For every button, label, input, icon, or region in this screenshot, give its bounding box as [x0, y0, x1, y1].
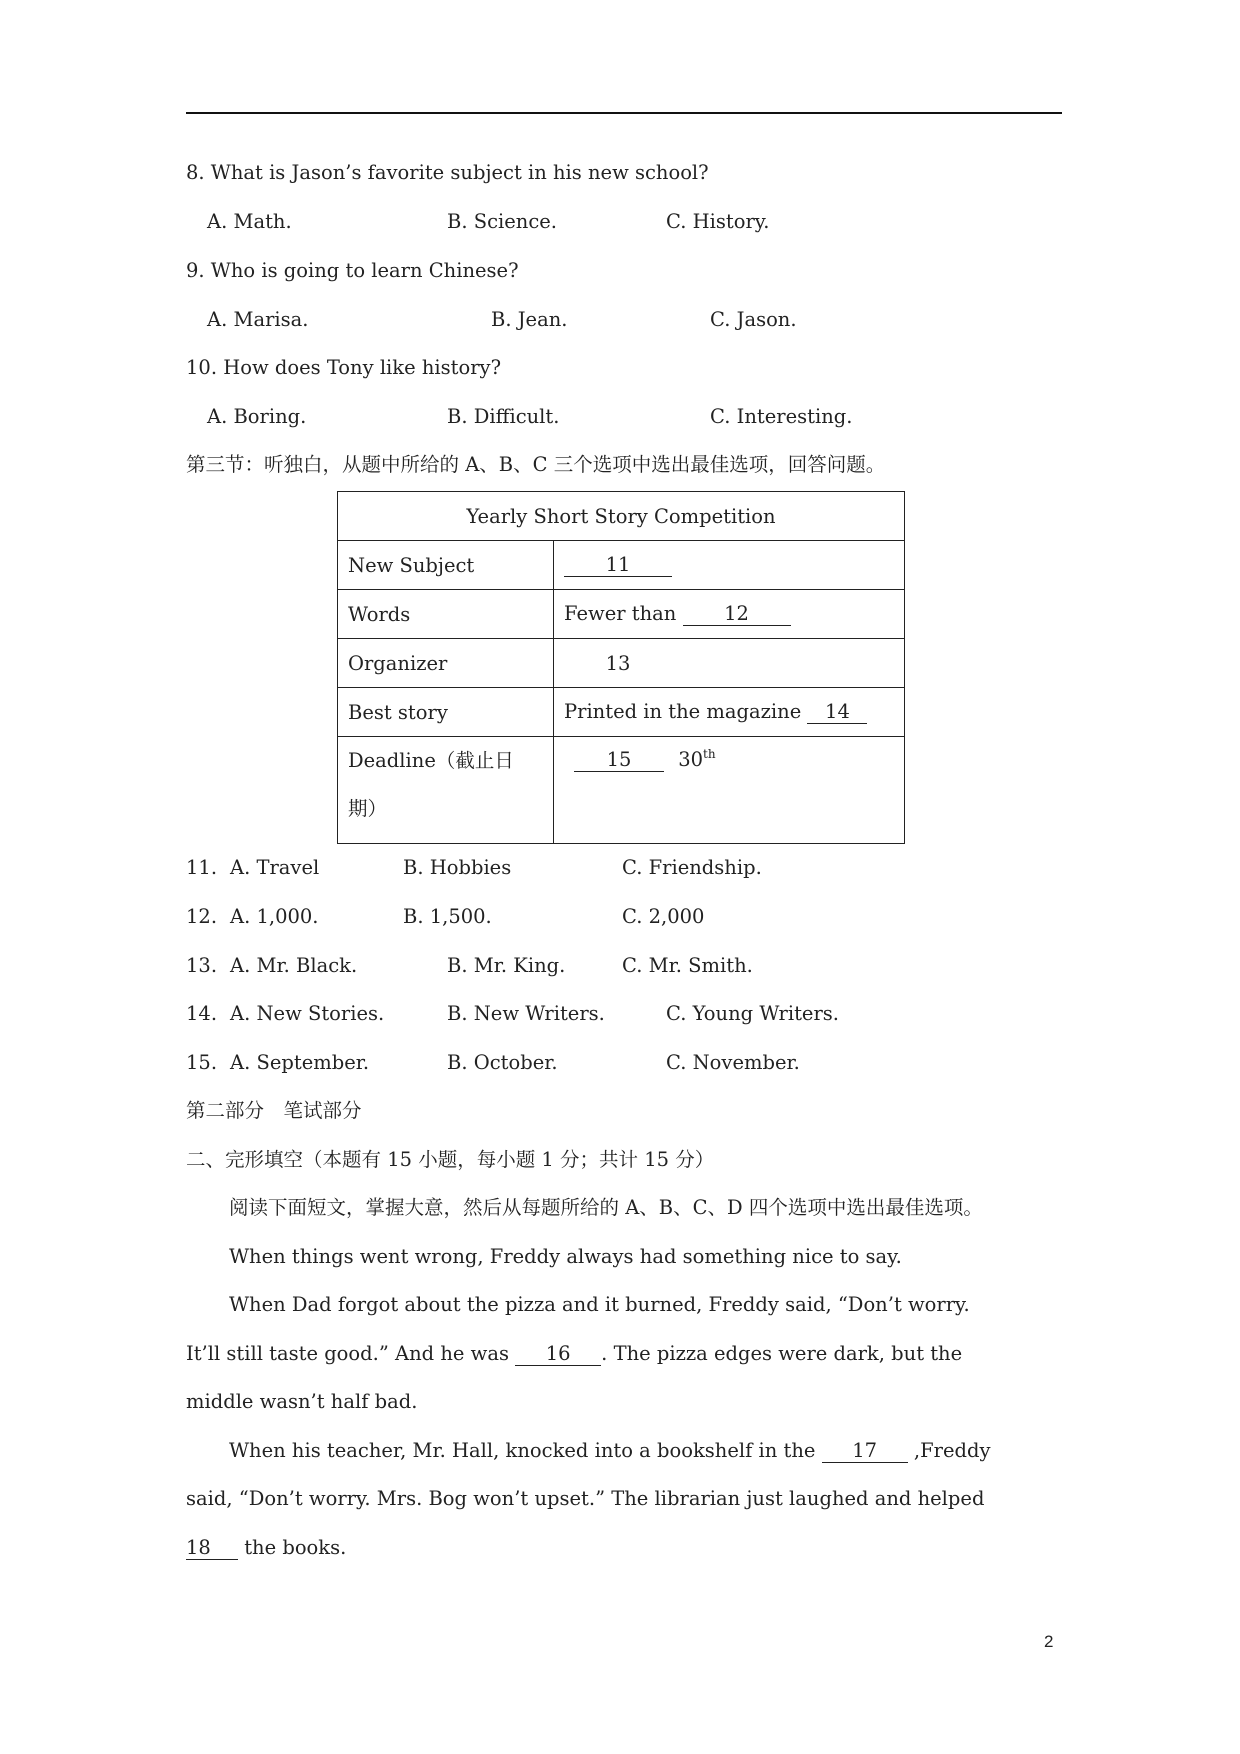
competition-table [337, 491, 905, 844]
q15-option-c: C. November. [666, 1051, 800, 1074]
words-prefix: Fewer than [564, 602, 677, 625]
q13-option-c: C. Mr. Smith. [622, 954, 753, 977]
section-3-heading: 第三节：听独白，从题中所给的 A、B、C 三个选项中选出最佳选项，回答问题。 [186, 453, 886, 476]
row-value-best-story [554, 688, 905, 737]
q11-number: 11. [186, 856, 218, 879]
table-row [338, 639, 905, 688]
table-row [338, 737, 905, 844]
question-9-option-c: C. Jason. [710, 308, 797, 331]
question-9-stem: 9. Who is going to learn Chinese? [186, 259, 519, 282]
organizer-number: 13 [605, 651, 631, 675]
row-label-deadline [338, 737, 554, 844]
blank-18: 18 [186, 1537, 238, 1560]
q12-option-b: B. 1,500. [403, 905, 492, 928]
passage-paragraph-2-line-1: When Dad forgot about the pizza and it burned, Freddy said, “Don’t worry. [229, 1293, 970, 1316]
passage-paragraph-2-line-3: middle wasn’t half bad. [186, 1390, 418, 1413]
table-row [338, 541, 905, 590]
question-8-option-a: A. Math. [207, 210, 292, 233]
row-value-new-subject [554, 541, 905, 590]
blank-12: 12 [683, 603, 791, 626]
blank-11: 11 [564, 554, 672, 577]
table-row [338, 688, 905, 737]
q11-option-a: A. Travel [230, 856, 320, 879]
deadline-day: 30 [678, 747, 704, 771]
q13-option-b: B. Mr. King. [447, 954, 566, 977]
passage-text: the books. [244, 1536, 347, 1559]
question-10-stem: 10. How does Tony like history? [186, 356, 502, 379]
q15-option-a: A. September. [230, 1051, 370, 1074]
row-label-best-story: Best story [338, 688, 554, 737]
passage-text: ,Freddy [913, 1439, 991, 1462]
blank-14: 14 [807, 701, 867, 724]
row-label-words: Words [338, 590, 554, 639]
passage-paragraph-1: When things went wrong, Freddy always had something nice to say. [229, 1245, 902, 1268]
question-8-option-b: B. Science. [447, 210, 558, 233]
question-9-option-a: A. Marisa. [207, 308, 309, 331]
question-10-option-c: C. Interesting. [710, 405, 853, 428]
table-row [338, 590, 905, 639]
q14-option-b: B. New Writers. [447, 1002, 605, 1025]
passage-text: It’ll still taste good.” And he was [186, 1342, 509, 1365]
table-title: Yearly Short Story Competition [338, 492, 905, 541]
row-value-deadline [554, 737, 905, 844]
q11-option-b: B. Hobbies [403, 856, 512, 879]
cloze-heading: 二、完形填空（本题有 15 小题，每小题 1 分；共计 15 分） [186, 1148, 715, 1171]
row-value-organizer [554, 639, 905, 688]
q12-option-c: C. 2,000 [622, 905, 705, 928]
blank-16: 16 [515, 1343, 601, 1366]
passage-paragraph-3-line-2: said, “Don’t worry. Mrs. Bog won’t upset.” The librarian just laughed and helped [186, 1487, 985, 1510]
q13-number: 13. [186, 954, 218, 977]
q11-option-c: C. Friendship. [622, 856, 762, 879]
page-number: 2 [1044, 1632, 1054, 1651]
question-8-option-c: C. History. [666, 210, 770, 233]
q14-number: 14. [186, 1002, 218, 1025]
q12-number: 12. [186, 905, 218, 928]
question-8-stem: 8. What is Jason’s favorite subject in his new school? [186, 161, 709, 184]
q14-option-a: A. New Stories. [230, 1002, 385, 1025]
part-2-heading: 第二部分 笔试部分 [186, 1099, 362, 1122]
q14-option-c: C. Young Writers. [666, 1002, 839, 1025]
blank-15: 15 [574, 749, 664, 772]
question-10-option-b: B. Difficult. [447, 405, 560, 428]
q15-option-b: B. October. [447, 1051, 558, 1074]
passage-text: When his teacher, Mr. Hall, knocked into a bookshelf in the [229, 1439, 816, 1462]
passage-paragraph-3-line-3 [186, 1536, 346, 1560]
deadline-day-suffix: th [703, 747, 716, 761]
row-label-organizer: Organizer [338, 639, 554, 688]
cloze-instruction: 阅读下面短文，掌握大意，然后从每题所给的 A、B、C、D 四个选项中选出最佳选项。 [229, 1196, 983, 1219]
question-9-option-b: B. Jean. [491, 308, 568, 331]
passage-paragraph-2-line-2 [186, 1342, 962, 1366]
passage-text: . The pizza edges were dark, but the [601, 1342, 963, 1365]
row-value-words [554, 590, 905, 639]
q13-option-a: A. Mr. Black. [230, 954, 358, 977]
passage-paragraph-3-line-1 [229, 1439, 990, 1463]
row-label-new-subject: New Subject [338, 541, 554, 590]
header-rule [186, 112, 1062, 114]
q15-number: 15. [186, 1051, 218, 1074]
blank-17: 17 [822, 1440, 908, 1463]
best-story-prefix: Printed in the magazine [564, 700, 802, 723]
q12-option-a: A. 1,000. [230, 905, 319, 928]
question-10-option-a: A. Boring. [207, 405, 307, 428]
deadline-label: Deadline（截止日期） [348, 749, 514, 820]
